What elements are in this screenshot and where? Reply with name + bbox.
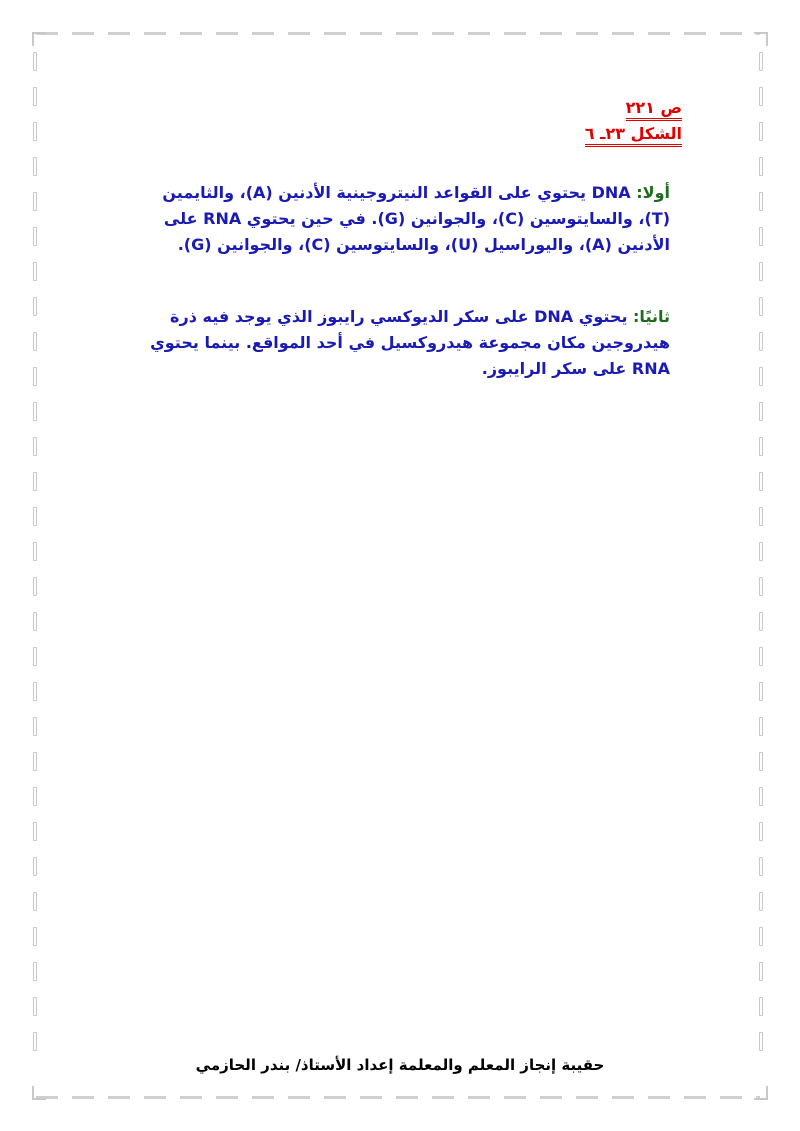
border-segment <box>759 822 763 841</box>
page-reference: ص ٢٢١ <box>626 98 682 121</box>
border-segment <box>33 227 37 246</box>
page-border-right <box>759 52 765 1067</box>
border-segment <box>33 927 37 946</box>
border-segment <box>759 52 763 71</box>
border-segment <box>759 752 763 771</box>
border-segment <box>33 892 37 911</box>
border-segment <box>759 1032 763 1051</box>
paragraph-second <box>128 304 670 382</box>
paragraph-lead-label: ثانيًا: <box>633 307 670 326</box>
page-footer: حقيبة إنجاز المعلم والمعلمة إعداد الأستاذ/ بندر الحازمي <box>195 1056 605 1074</box>
border-segment <box>759 787 763 806</box>
border-segment <box>759 122 763 141</box>
border-segment <box>33 297 37 316</box>
border-segment <box>759 892 763 911</box>
paragraph-lead-label: أولا: <box>636 183 670 202</box>
page-border-top <box>36 32 760 35</box>
page-border-corner <box>32 32 46 46</box>
border-segment <box>759 297 763 316</box>
border-segment <box>759 857 763 876</box>
border-segment <box>33 682 37 701</box>
border-segment <box>759 192 763 211</box>
border-segment <box>33 752 37 771</box>
border-segment <box>759 262 763 281</box>
page-border-corner <box>754 32 768 46</box>
border-segment <box>759 472 763 491</box>
border-segment <box>33 717 37 736</box>
border-segment <box>33 577 37 596</box>
border-segment <box>33 262 37 281</box>
page-border-corner <box>754 1086 768 1100</box>
border-segment <box>33 122 37 141</box>
border-segment <box>759 87 763 106</box>
border-segment <box>759 962 763 981</box>
border-segment <box>759 717 763 736</box>
border-segment <box>33 157 37 176</box>
paragraph-body: يحتوي DNA على سكر الديوكسي رايبوز الذي يوجد فيه ذرة هيدروجين مكان مجموعة هيدروكسيل في أحد المواقع. بينما يحتوي RNA على سكر الرايبوز. <box>150 307 670 378</box>
border-segment <box>759 612 763 631</box>
page-border-bottom <box>36 1096 760 1099</box>
border-segment <box>33 332 37 351</box>
paragraph-body: DNA يحتوي على القواعد النيتروجينية الأدنين (A)، والثايمين (T)، والسايتوسين (C)، والجوانين (G). في حين يحتوي RNA على الأدنين (A)، واليوراسيل (U)، والسايتوسين (C)، والجوانين (G). <box>162 183 670 254</box>
border-segment <box>33 857 37 876</box>
border-segment <box>33 87 37 106</box>
border-segment <box>33 192 37 211</box>
border-segment <box>33 647 37 666</box>
border-segment <box>759 437 763 456</box>
border-segment <box>33 402 37 421</box>
border-segment <box>33 507 37 526</box>
border-segment <box>759 227 763 246</box>
border-segment <box>33 822 37 841</box>
paragraph-first <box>128 180 670 258</box>
border-segment <box>33 962 37 981</box>
border-segment <box>759 647 763 666</box>
border-segment <box>759 577 763 596</box>
border-segment <box>33 612 37 631</box>
page-border-left <box>33 52 39 1067</box>
figure-reference: الشكل ٢٣ـ ٦ <box>585 124 682 147</box>
border-segment <box>33 367 37 386</box>
border-segment <box>759 507 763 526</box>
border-segment <box>33 997 37 1016</box>
border-segment <box>33 787 37 806</box>
border-segment <box>33 1032 37 1051</box>
border-segment <box>759 542 763 561</box>
border-segment <box>33 437 37 456</box>
border-segment <box>759 157 763 176</box>
border-segment <box>33 472 37 491</box>
border-segment <box>759 997 763 1016</box>
page-border-corner <box>32 1086 46 1100</box>
border-segment <box>759 367 763 386</box>
border-segment <box>759 332 763 351</box>
border-segment <box>33 542 37 561</box>
border-segment <box>759 682 763 701</box>
border-segment <box>759 402 763 421</box>
border-segment <box>33 52 37 71</box>
border-segment <box>759 927 763 946</box>
